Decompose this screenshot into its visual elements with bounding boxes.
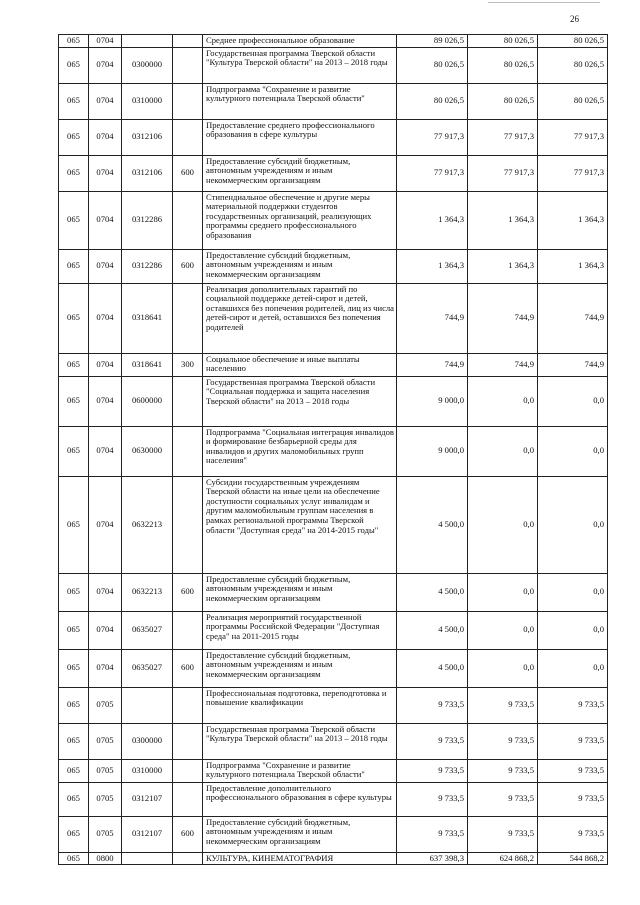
col-target-article: 0632213 <box>122 573 173 611</box>
col-amount-2: 624 868,2 <box>468 852 538 865</box>
col-amount-1: 9 733,5 <box>397 723 468 759</box>
table-row <box>59 782 608 816</box>
col-section-code: 0704 <box>89 191 122 249</box>
col-expense-type: 600 <box>173 649 203 687</box>
col-description: Подпрограмма "Сохранение и развитие культурного потенциала Тверской области" <box>203 759 397 782</box>
col-description: Подпрограмма "Сохранение и развитие культурного потенциала Тверской области" <box>203 83 397 119</box>
col-target-article: 0312107 <box>122 782 173 816</box>
col-description: Предоставление субсидий бюджетным, автономным учреждениям и иным некоммерческим организациям <box>203 249 397 283</box>
col-section-code: 0704 <box>89 476 122 573</box>
table-row <box>59 687 608 723</box>
col-description: Предоставление дополнительного профессионального образования в сфере культуры <box>203 782 397 816</box>
col-admin-code: 065 <box>59 191 89 249</box>
col-amount-1: 9 733,5 <box>397 816 468 852</box>
col-amount-2: 80 026,5 <box>468 35 538 48</box>
col-description: Субсидии государственным учреждениям Тверской области на иные цели на обеспечение доступности социальных услуг инвалидам и другим маломобильным группам населения в рамках региональной программы Тверской области "Доступная среда" на 2014-2015 годы" <box>203 476 397 573</box>
col-section-code: 0704 <box>89 35 122 48</box>
table-row <box>59 816 608 852</box>
col-section-code: 0704 <box>89 283 122 353</box>
col-admin-code: 065 <box>59 852 89 865</box>
col-amount-2: 744,9 <box>468 283 538 353</box>
col-section-code: 0704 <box>89 426 122 476</box>
col-amount-1: 4 500,0 <box>397 649 468 687</box>
col-admin-code: 065 <box>59 35 89 48</box>
col-amount-2: 0,0 <box>468 476 538 573</box>
col-expense-type <box>173 35 203 48</box>
col-amount-1: 637 398,3 <box>397 852 468 865</box>
col-expense-type <box>173 376 203 426</box>
col-amount-1: 4 500,0 <box>397 476 468 573</box>
col-section-code: 0704 <box>89 249 122 283</box>
col-amount-1: 4 500,0 <box>397 611 468 649</box>
col-expense-type <box>173 759 203 782</box>
col-description: Государственная программа Тверской области "Социальная поддержка и защита населения Тверской области" на 2013 – 2018 годы <box>203 376 397 426</box>
col-target-article: 0312286 <box>122 191 173 249</box>
col-target-article: 0630000 <box>122 426 173 476</box>
col-description: Подпрограмма "Социальная интеграция инвалидов и формирование безбарьерной среды для инвалидов и других маломобильных групп населения" <box>203 426 397 476</box>
col-amount-3: 0,0 <box>538 649 608 687</box>
col-amount-1: 89 026,5 <box>397 35 468 48</box>
col-expense-type <box>173 687 203 723</box>
col-admin-code: 065 <box>59 687 89 723</box>
col-amount-3: 1 364,3 <box>538 249 608 283</box>
col-section-code: 0704 <box>89 47 122 83</box>
col-amount-2: 0,0 <box>468 573 538 611</box>
col-target-article: 0600000 <box>122 376 173 426</box>
col-description: Социальное обеспечение и иные выплаты населению <box>203 353 397 376</box>
col-amount-3: 80 026,5 <box>538 47 608 83</box>
col-description: Реализация мероприятий государственной программы Российской Федерации "Доступная среда" на 2011-2015 годы <box>203 611 397 649</box>
col-amount-2: 1 364,3 <box>468 249 538 283</box>
col-expense-type <box>173 47 203 83</box>
col-admin-code: 065 <box>59 119 89 155</box>
col-admin-code: 065 <box>59 155 89 191</box>
col-description: КУЛЬТУРА, КИНЕМАТОГРАФИЯ <box>203 852 397 865</box>
col-admin-code: 065 <box>59 353 89 376</box>
table-body <box>59 35 608 865</box>
table-row <box>59 155 608 191</box>
table-row <box>59 426 608 476</box>
col-amount-3: 744,9 <box>538 283 608 353</box>
col-target-article <box>122 687 173 723</box>
col-admin-code: 065 <box>59 476 89 573</box>
col-section-code: 0704 <box>89 573 122 611</box>
table-row <box>59 119 608 155</box>
col-amount-2: 744,9 <box>468 353 538 376</box>
col-admin-code: 065 <box>59 83 89 119</box>
col-target-article <box>122 35 173 48</box>
col-amount-1: 1 364,3 <box>397 249 468 283</box>
table-row <box>59 476 608 573</box>
col-amount-3: 0,0 <box>538 426 608 476</box>
col-description: Предоставление субсидий бюджетным, автономным учреждениям и иным некоммерческим организациям <box>203 155 397 191</box>
col-admin-code: 065 <box>59 573 89 611</box>
col-section-code: 0705 <box>89 759 122 782</box>
col-amount-3: 1 364,3 <box>538 191 608 249</box>
col-expense-type: 600 <box>173 573 203 611</box>
table-row <box>59 47 608 83</box>
col-admin-code: 065 <box>59 759 89 782</box>
col-description: Предоставление субсидий бюджетным, автономным учреждениям и иным некоммерческим организациям <box>203 816 397 852</box>
col-target-article: 0310000 <box>122 83 173 119</box>
col-description: Реализация дополнительных гарантий по социальной поддержке детей-сирот и детей, оставшихся без попечения родителей, лиц из числа детей-сирот и детей, оставшихся без попечения родителей <box>203 283 397 353</box>
col-amount-3: 744,9 <box>538 353 608 376</box>
col-target-article: 0635027 <box>122 649 173 687</box>
budget-table <box>58 34 608 865</box>
col-admin-code: 065 <box>59 47 89 83</box>
col-description: Предоставление субсидий бюджетным, автономным учреждениям и иным некоммерческим организациям <box>203 573 397 611</box>
col-amount-3: 9 733,5 <box>538 687 608 723</box>
table-row <box>59 611 608 649</box>
col-expense-type <box>173 611 203 649</box>
table-row <box>59 852 608 865</box>
col-amount-3: 544 868,2 <box>538 852 608 865</box>
col-expense-type <box>173 476 203 573</box>
col-section-code: 0704 <box>89 353 122 376</box>
col-section-code: 0705 <box>89 782 122 816</box>
top-rule <box>488 2 600 3</box>
col-amount-2: 9 733,5 <box>468 816 538 852</box>
col-section-code: 0704 <box>89 649 122 687</box>
page-number: 26 <box>570 14 579 24</box>
col-amount-3: 77 917,3 <box>538 155 608 191</box>
col-amount-1: 77 917,3 <box>397 119 468 155</box>
table-row <box>59 283 608 353</box>
col-target-article: 0310000 <box>122 759 173 782</box>
col-expense-type <box>173 191 203 249</box>
col-target-article: 0635027 <box>122 611 173 649</box>
col-amount-2: 0,0 <box>468 649 538 687</box>
col-amount-1: 80 026,5 <box>397 83 468 119</box>
col-expense-type: 600 <box>173 155 203 191</box>
col-amount-3: 0,0 <box>538 573 608 611</box>
col-section-code: 0705 <box>89 816 122 852</box>
col-amount-1: 744,9 <box>397 283 468 353</box>
col-expense-type <box>173 852 203 865</box>
col-amount-1: 77 917,3 <box>397 155 468 191</box>
col-amount-3: 9 733,5 <box>538 723 608 759</box>
col-amount-2: 9 733,5 <box>468 782 538 816</box>
col-target-article: 0318641 <box>122 283 173 353</box>
col-expense-type <box>173 83 203 119</box>
col-description: Профессиональная подготовка, переподготовка и повышение квалификации <box>203 687 397 723</box>
col-amount-2: 0,0 <box>468 426 538 476</box>
col-amount-2: 9 733,5 <box>468 723 538 759</box>
col-amount-1: 9 733,5 <box>397 782 468 816</box>
col-expense-type <box>173 283 203 353</box>
col-amount-3: 80 026,5 <box>538 83 608 119</box>
col-target-article: 0300000 <box>122 723 173 759</box>
col-target-article: 0318641 <box>122 353 173 376</box>
col-amount-2: 77 917,3 <box>468 119 538 155</box>
col-admin-code: 065 <box>59 816 89 852</box>
col-description: Предоставление субсидий бюджетным, автономным учреждениям и иным некоммерческим организациям <box>203 649 397 687</box>
col-amount-3: 0,0 <box>538 611 608 649</box>
col-amount-1: 744,9 <box>397 353 468 376</box>
col-description: Государственная программа Тверской области "Культура Тверской области" на 2013 – 2018 годы <box>203 723 397 759</box>
col-section-code: 0705 <box>89 687 122 723</box>
col-section-code: 0800 <box>89 852 122 865</box>
col-section-code: 0704 <box>89 83 122 119</box>
col-section-code: 0704 <box>89 155 122 191</box>
col-amount-1: 4 500,0 <box>397 573 468 611</box>
col-target-article <box>122 852 173 865</box>
col-amount-3: 9 733,5 <box>538 759 608 782</box>
col-amount-2: 1 364,3 <box>468 191 538 249</box>
col-amount-1: 1 364,3 <box>397 191 468 249</box>
col-section-code: 0704 <box>89 119 122 155</box>
col-expense-type <box>173 782 203 816</box>
col-amount-2: 9 733,5 <box>468 687 538 723</box>
col-target-article: 0312106 <box>122 155 173 191</box>
col-description: Государственная программа Тверской области "Культура Тверской области" на 2013 – 2018 годы <box>203 47 397 83</box>
col-admin-code: 065 <box>59 782 89 816</box>
col-amount-2: 80 026,5 <box>468 83 538 119</box>
col-admin-code: 065 <box>59 649 89 687</box>
col-admin-code: 065 <box>59 376 89 426</box>
col-target-article: 0312286 <box>122 249 173 283</box>
col-amount-2: 80 026,5 <box>468 47 538 83</box>
col-target-article: 0632213 <box>122 476 173 573</box>
col-expense-type <box>173 426 203 476</box>
table-row <box>59 191 608 249</box>
col-amount-2: 0,0 <box>468 376 538 426</box>
col-expense-type <box>173 723 203 759</box>
col-amount-3: 77 917,3 <box>538 119 608 155</box>
col-amount-3: 9 733,5 <box>538 816 608 852</box>
col-admin-code: 065 <box>59 611 89 649</box>
col-amount-3: 80 026,5 <box>538 35 608 48</box>
col-section-code: 0704 <box>89 376 122 426</box>
col-amount-2: 9 733,5 <box>468 759 538 782</box>
table-row <box>59 723 608 759</box>
col-expense-type <box>173 119 203 155</box>
col-amount-3: 0,0 <box>538 376 608 426</box>
table-row <box>59 759 608 782</box>
col-admin-code: 065 <box>59 426 89 476</box>
col-expense-type: 300 <box>173 353 203 376</box>
col-amount-1: 9 733,5 <box>397 759 468 782</box>
col-section-code: 0704 <box>89 611 122 649</box>
col-amount-2: 0,0 <box>468 611 538 649</box>
table-row <box>59 83 608 119</box>
col-description: Стипендиальное обеспечение и другие меры материальной поддержки студентов государственных организаций, реализующих программы среднего профессионального образования <box>203 191 397 249</box>
col-section-code: 0705 <box>89 723 122 759</box>
table-row <box>59 35 608 48</box>
col-amount-3: 9 733,5 <box>538 782 608 816</box>
table-row <box>59 573 608 611</box>
col-amount-1: 9 733,5 <box>397 687 468 723</box>
col-admin-code: 065 <box>59 723 89 759</box>
col-target-article: 0312106 <box>122 119 173 155</box>
col-amount-1: 9 000,0 <box>397 376 468 426</box>
col-amount-2: 77 917,3 <box>468 155 538 191</box>
col-admin-code: 065 <box>59 283 89 353</box>
table-row <box>59 376 608 426</box>
col-description: Среднее профессиональное образование <box>203 35 397 48</box>
col-target-article: 0312107 <box>122 816 173 852</box>
col-amount-1: 9 000,0 <box>397 426 468 476</box>
table-row <box>59 353 608 376</box>
col-expense-type: 600 <box>173 816 203 852</box>
col-description: Предоставление среднего профессионального образования в сфере культуры <box>203 119 397 155</box>
col-expense-type: 600 <box>173 249 203 283</box>
col-amount-1: 80 026,5 <box>397 47 468 83</box>
col-target-article: 0300000 <box>122 47 173 83</box>
col-amount-3: 0,0 <box>538 476 608 573</box>
col-admin-code: 065 <box>59 249 89 283</box>
table-row <box>59 249 608 283</box>
table-row <box>59 649 608 687</box>
